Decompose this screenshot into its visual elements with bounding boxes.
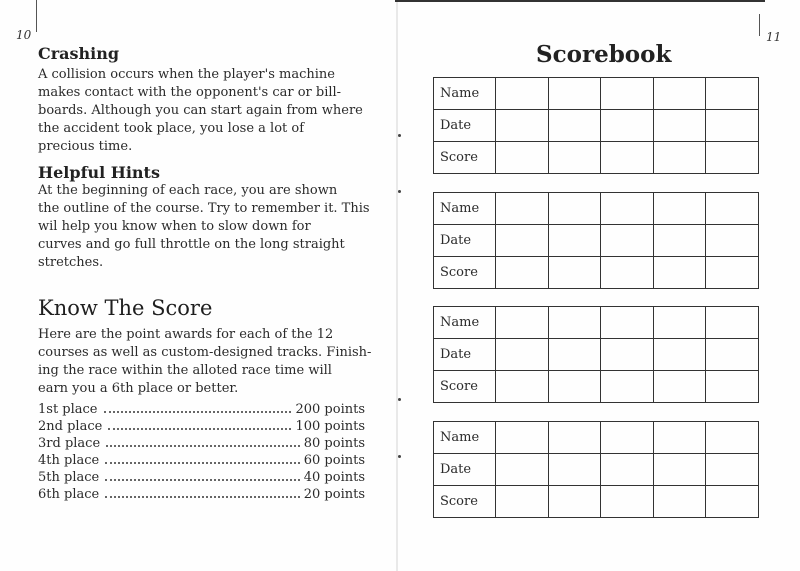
text-line: curves and go full throttle on the long straight [38, 237, 345, 252]
score-cell[interactable] [548, 307, 601, 339]
corner-line-right [759, 14, 760, 36]
dot-leader [108, 428, 291, 430]
score-cell[interactable] [706, 371, 759, 403]
name-row [434, 307, 759, 339]
score-cell[interactable] [706, 142, 759, 174]
points-value: 40 points [303, 470, 365, 485]
score-cell[interactable] [548, 193, 601, 225]
points-row [38, 452, 365, 469]
score-cell[interactable] [706, 454, 759, 486]
score-cell[interactable] [601, 110, 654, 142]
points-row [38, 418, 365, 435]
row-label: Name [434, 78, 496, 110]
row-label: Name [434, 307, 496, 339]
score-cell[interactable] [653, 454, 706, 486]
scorebook-title: Scorebook [536, 41, 672, 68]
score-cell[interactable] [496, 454, 549, 486]
score-cell[interactable] [496, 257, 549, 289]
row-label: Name [434, 193, 496, 225]
score-cell[interactable] [653, 78, 706, 110]
binding-staple-mark [398, 134, 401, 137]
row-label: Score [434, 486, 496, 518]
row-label: Date [434, 339, 496, 371]
binding-staple-mark [398, 398, 401, 401]
score-cell[interactable] [653, 142, 706, 174]
place-label: 1st place [38, 402, 98, 417]
score-cell[interactable] [653, 371, 706, 403]
score-cell[interactable] [653, 225, 706, 257]
scorebook-table-4 [433, 421, 759, 518]
place-label: 6th place [38, 487, 100, 502]
score-cell[interactable] [601, 257, 654, 289]
dot-leader [105, 462, 300, 464]
points-row [38, 469, 365, 486]
score-cell[interactable] [601, 339, 654, 371]
score-cell[interactable] [548, 142, 601, 174]
dot-leader [106, 445, 300, 447]
score-cell[interactable] [496, 142, 549, 174]
text-line: wil help you know when to slow down for [38, 219, 311, 234]
points-value: 80 points [303, 436, 365, 451]
score-cell[interactable] [548, 486, 601, 518]
place-label: 5th place [38, 470, 100, 485]
score-cell[interactable] [548, 371, 601, 403]
row-label: Score [434, 142, 496, 174]
score-cell[interactable] [548, 78, 601, 110]
score-cell[interactable] [601, 371, 654, 403]
score-cell[interactable] [653, 339, 706, 371]
score-row [434, 257, 759, 289]
score-cell[interactable] [601, 142, 654, 174]
points-row [38, 401, 365, 418]
text-line: stretches. [38, 255, 104, 270]
top-rule [395, 0, 765, 2]
score-cell[interactable] [496, 486, 549, 518]
score-cell[interactable] [653, 193, 706, 225]
row-label: Score [434, 371, 496, 403]
dot-leader [104, 411, 292, 413]
know-the-score-heading: Know The Score [38, 296, 213, 320]
score-cell[interactable] [601, 422, 654, 454]
score-cell[interactable] [496, 110, 549, 142]
text-line: At the beginning of each race, you are shown [38, 183, 338, 198]
score-cell[interactable] [653, 486, 706, 518]
place-label: 3rd place [38, 436, 101, 451]
dot-leader [105, 496, 300, 498]
score-cell[interactable] [706, 193, 759, 225]
text-line: makes contact with the opponent's car or bill- [38, 85, 342, 100]
row-label: Name [434, 422, 496, 454]
name-row [434, 193, 759, 225]
score-cell[interactable] [601, 307, 654, 339]
score-cell[interactable] [706, 110, 759, 142]
corner-line-left [36, 0, 37, 32]
score-cell[interactable] [706, 486, 759, 518]
score-cell[interactable] [706, 422, 759, 454]
text-line: ing the race within the alloted race time will [38, 363, 332, 378]
row-label: Date [434, 454, 496, 486]
dot-leader [105, 479, 300, 481]
date-row [434, 454, 759, 486]
binding-staple-mark [398, 190, 401, 193]
scorebook-table-1 [433, 77, 759, 174]
score-cell[interactable] [706, 307, 759, 339]
row-label: Date [434, 110, 496, 142]
score-cell[interactable] [601, 225, 654, 257]
score-cell[interactable] [601, 454, 654, 486]
crashing-paragraph [38, 66, 363, 156]
place-label: 2nd place [38, 419, 103, 434]
score-cell[interactable] [496, 371, 549, 403]
helpful-hints-heading: Helpful Hints [38, 163, 160, 182]
score-cell[interactable] [706, 78, 759, 110]
book-gutter [396, 0, 398, 571]
score-cell[interactable] [706, 339, 759, 371]
scorebook-table-2 [433, 192, 759, 289]
text-line: the outline of the course. Try to remember it. This [38, 201, 370, 216]
points-list [38, 401, 365, 503]
name-row [434, 422, 759, 454]
crashing-heading: Crashing [38, 44, 120, 63]
text-line: precious time. [38, 139, 133, 154]
page-number-right: 11 [766, 30, 782, 44]
score-cell[interactable] [653, 257, 706, 289]
score-cell[interactable] [653, 307, 706, 339]
name-row [434, 78, 759, 110]
page-number-left: 10 [16, 28, 32, 42]
score-cell[interactable] [653, 110, 706, 142]
text-line: courses as well as custom-designed tracks. Finish- [38, 345, 372, 360]
score-cell[interactable] [601, 193, 654, 225]
points-value: 20 points [303, 487, 365, 502]
score-cell[interactable] [548, 110, 601, 142]
text-line: the accident took place, you lose a lot of [38, 121, 305, 136]
score-cell[interactable] [706, 225, 759, 257]
score-cell[interactable] [496, 339, 549, 371]
score-cell[interactable] [706, 257, 759, 289]
know-the-score-paragraph [38, 326, 371, 398]
points-value: 200 points [295, 402, 365, 417]
score-cell[interactable] [548, 339, 601, 371]
score-cell[interactable] [601, 78, 654, 110]
score-row [434, 142, 759, 174]
text-line: A collision occurs when the player's machine [38, 67, 335, 82]
score-cell[interactable] [548, 225, 601, 257]
binding-staple-mark [398, 455, 401, 458]
score-cell[interactable] [496, 422, 549, 454]
text-line: Here are the point awards for each of the 12 [38, 327, 334, 342]
place-label: 4th place [38, 453, 100, 468]
score-cell[interactable] [601, 486, 654, 518]
points-row [38, 435, 365, 452]
points-value: 100 points [295, 419, 365, 434]
text-line: boards. Although you can start again from where [38, 103, 363, 118]
date-row [434, 225, 759, 257]
scorebook-table-3 [433, 306, 759, 403]
points-row [38, 486, 365, 503]
score-cell[interactable] [496, 307, 549, 339]
points-value: 60 points [303, 453, 365, 468]
score-cell[interactable] [496, 193, 549, 225]
score-cell[interactable] [548, 454, 601, 486]
score-cell[interactable] [653, 422, 706, 454]
helpful-hints-paragraph [38, 182, 370, 272]
row-label: Score [434, 257, 496, 289]
score-cell[interactable] [496, 225, 549, 257]
score-row [434, 486, 759, 518]
date-row [434, 110, 759, 142]
score-cell[interactable] [548, 257, 601, 289]
date-row [434, 339, 759, 371]
score-row [434, 371, 759, 403]
score-cell[interactable] [496, 78, 549, 110]
score-cell[interactable] [548, 422, 601, 454]
row-label: Date [434, 225, 496, 257]
text-line: earn you a 6th place or better. [38, 381, 239, 396]
